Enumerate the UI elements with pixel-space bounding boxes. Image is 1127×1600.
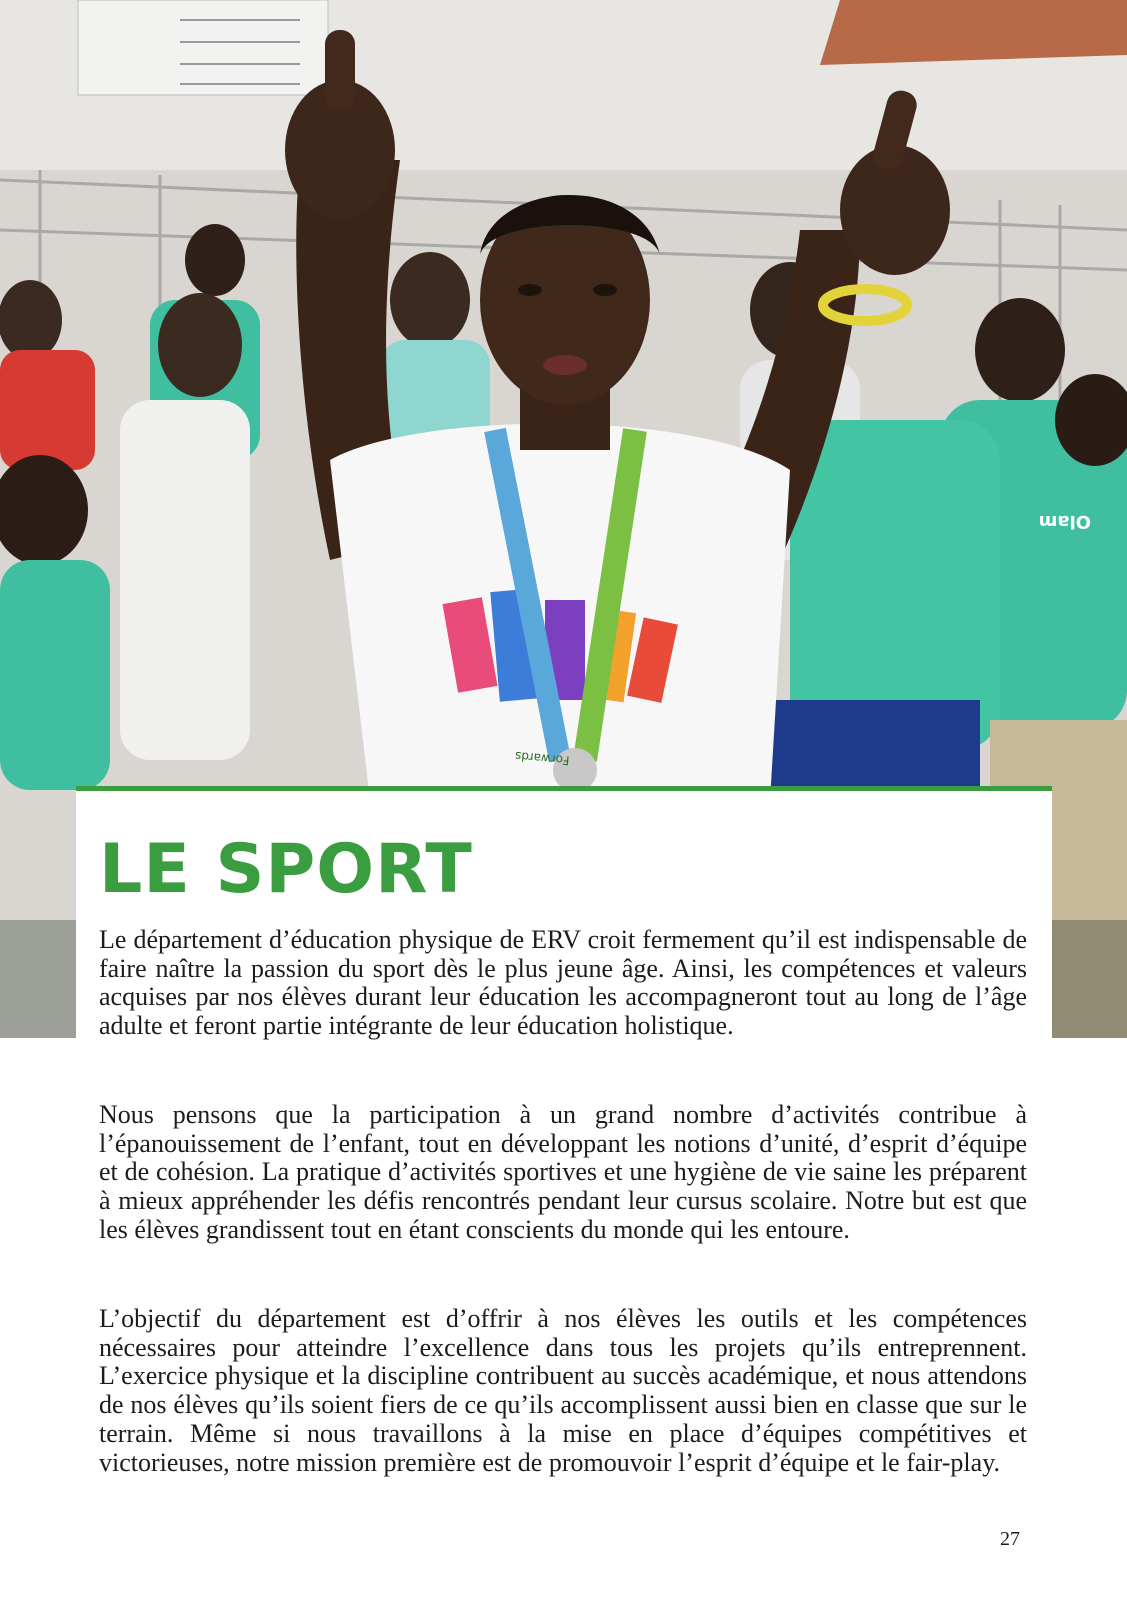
sign-board	[78, 0, 328, 95]
page-number: 27	[1000, 1528, 1020, 1550]
lanyard-text: Forwards	[514, 748, 570, 768]
roof	[820, 0, 1127, 65]
shirt-logo-text: Olam	[1038, 511, 1091, 532]
paragraph-objective: L’objectif du département est d’offrir à nos élèves les outils et les compétences nécessaires pour atteindre l’excellence dans tous les projets qu’ils entreprennent. L’exercice physique et la discipline contribuent au succès académique, et nous attendons de nos élèves qu’ils soient fiers de ce qu’ils accomplissent aussi bien en classe que sur le terrain. Même si nous travaillons à la mise en place d’équipes compétitives et victorieuses, notre mission première est de promouvoir l’esprit d’équipe et le fair-play.	[99, 1304, 1027, 1477]
paragraph-participation: Nous pensons que la participation à un grand nombre d’activités contribue à l’épanouissement de l’enfant, tout en développant les notions d’unité, d’esprit d’équipe et de cohésion. La pratique d’activités sportives et une hygiène de vie saine les préparent à mieux appréhender les défis rencontrés pendant leur cursus scolaire. Notre but est que les élèves grandissent tout en étant conscients du monde qui les entoure.	[99, 1100, 1027, 1244]
section-title: LE SPORT	[99, 830, 473, 909]
paragraph-intro: Le département d’éducation physique de ERV croit fermement qu’il est indispensable de faire naître la passion du sport dès le plus jeune âge. Ainsi, les compétences et valeurs acquises par nos élèves durant leur éducation les accompagneront tout au long de l’âge adulte et feront partie intégrante de leur éducation holistique.	[99, 925, 1027, 1041]
accent-divider	[76, 786, 1052, 791]
